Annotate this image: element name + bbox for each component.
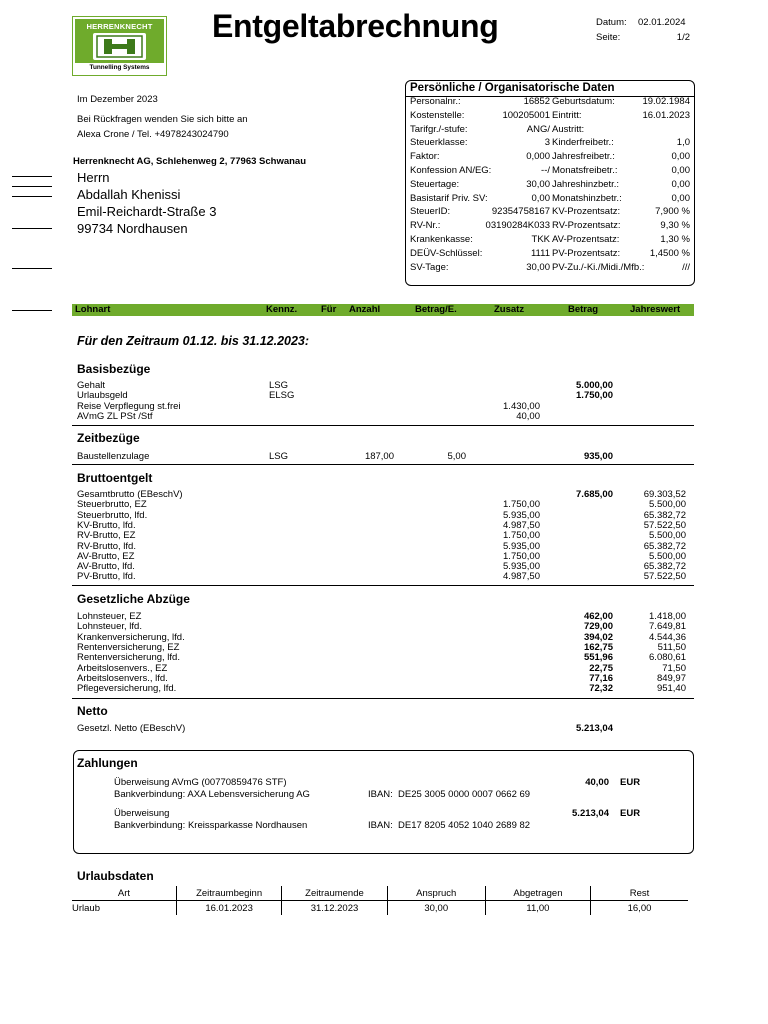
payment-currency: EUR [620,808,641,819]
personal-label: Eintritt: [552,109,582,121]
payment-iban: DE17 8205 4052 1040 2689 82 [398,820,531,831]
line-item-name: Gehalt [77,380,105,391]
recipient-street: Emil-Reichardt-Straße 3 [77,204,217,219]
vacation-cell: 16,00 [591,901,688,916]
line-item-betrag: 77,16 [589,672,613,684]
personal-value: 100205001 [502,109,550,121]
sender-line: Herrenknecht AG, Schlehenweg 2, 77963 Schwanau [73,156,307,167]
line-item-zusatz: 4.987,50 [503,571,540,583]
section-title: Basisbezüge [77,362,151,376]
line-item-jahreswert: 71,50 [662,662,686,674]
recipient-city: 99734 Nordhausen [77,221,188,236]
line-item-zusatz: 1.750,00 [503,530,540,542]
personal-label: Personalnr.: [410,96,461,107]
payments-box [73,750,694,854]
fold-mark [12,186,52,187]
line-item-jahreswert: 65.382,72 [643,561,686,573]
date-label: Datum: [596,17,627,28]
personal-value: 0,00 [531,192,550,204]
personal-value: 16852 [523,96,550,107]
col-lohnart: Lohnart [75,304,111,315]
personal-label: KV-Prozentsatz: [552,206,621,218]
personal-value: --/ [541,165,550,176]
line-item-jahreswert: 5.500,00 [649,550,686,562]
personal-data-heading: Persönliche / Organisatorische Daten [410,82,615,94]
line-item-jahreswert: 4.544,36 [649,631,686,643]
line-item-jahreswert: 5.500,00 [649,499,686,511]
line-item-jahreswert: 1.418,00 [649,611,686,622]
personal-label: Basistarif Priv. SV: [410,192,488,204]
line-item-jahreswert: 951,40 [656,683,686,695]
section-divider [72,425,694,426]
line-item-zusatz: 1.750,00 [503,499,540,511]
personal-value: 0,00 [671,151,690,163]
payment-bank: Bankverbindung: Kreissparkasse Nordhausen [114,820,308,831]
date-value: 02.01.2024 [638,17,686,28]
personal-label: Jahresfreibetr.: [552,151,615,163]
personal-value: 1111 [530,247,550,259]
line-item-name: Rentenversicherung, lfd. [77,652,180,664]
personal-label: SV-Tage: [410,261,449,273]
recipient-name: Abdallah Khenissi [77,187,181,202]
personal-label: AV-Prozentsatz: [552,234,620,245]
contact-line-1: Bei Rückfragen wenden Sie sich bitte an [77,114,248,125]
line-item-jahreswert: 65.382,72 [643,509,686,521]
line-item-jahreswert: 65.382,72 [643,540,686,552]
personal-value: ANG/ [526,123,550,135]
section-title: Bruttoentgelt [77,471,153,485]
vacation-col-header: Zeitraumbeginn [176,886,281,901]
personal-label: Geburtsdatum: [552,96,615,107]
line-item-name: Baustellenzulage [77,451,150,462]
personal-label: Monatsfreibetr.: [552,165,618,176]
personal-value: 19.02.1984 [642,96,690,107]
line-item-betrag: 729,00 [583,621,613,633]
personal-label: DEÜV-Schlüssel: [410,247,483,259]
fold-mark [12,196,52,197]
col-betrag-e: Betrag/E. [415,304,457,315]
netto-betrag: 5.213,04 [576,723,613,734]
section-divider [72,585,694,586]
line-item-name: Pflegeversicherung, lfd. [77,683,177,695]
line-item-jahreswert: 6.080,61 [649,652,686,664]
personal-value: 16.01.2023 [642,109,690,121]
col-zusatz: Zusatz [494,304,525,315]
column-header-bar [72,304,694,316]
page-label: Seite: [596,32,621,43]
line-item-name: Gesamtbrutto (EBeschV) [77,489,183,500]
line-item-zusatz: 4.987,50 [503,519,540,531]
period-text: Im Dezember 2023 [77,94,158,105]
line-item-name: Arbeitslosenvers., lfd. [77,672,168,684]
line-item-name: Arbeitslosenvers., EZ [77,662,168,674]
col-betrag: Betrag [568,304,599,315]
line-item-betrag: 7.685,00 [576,489,613,500]
fold-mark [12,176,52,177]
personal-label: Krankenkasse: [410,234,473,245]
line-item-jahreswert: 7.649,81 [649,621,686,633]
line-item-jahreswert: 57.522,50 [643,519,686,531]
personal-value: 0,00 [671,192,690,204]
line-item-anzahl: 187,00 [364,451,394,462]
section-title: Gesetzliche Abzüge [77,592,190,606]
personal-label: Jahreshinzbetr.: [552,178,620,190]
vacation-col-header: Zeitraumende [282,886,387,901]
line-item-betrag-e: 5,00 [447,451,466,462]
line-item-name: Rentenversicherung, EZ [77,641,180,653]
period-heading: Für den Zeitraum 01.12. bis 31.12.2023: [77,334,310,348]
line-item-zusatz: 5.935,00 [503,540,540,552]
fold-mark [12,310,52,311]
line-item-jahreswert: 5.500,00 [649,530,686,542]
line-item-kennz: LSG [269,380,289,391]
recipient-salutation: Herrn [77,170,110,185]
personal-label: Steuerklasse: [410,137,468,149]
logo-name: HERRENKNECHT [86,22,153,31]
personal-value: 03190284K033 [485,220,550,232]
section-divider [72,464,694,465]
line-item-name: Reise Verpflegung st.frei [77,400,181,412]
personal-label: RV-Nr.: [410,220,441,232]
line-item-jahreswert: 511,50 [657,641,686,653]
line-item-zusatz: 40,00 [516,410,540,422]
line-item-name: PV-Brutto, lfd. [77,571,136,583]
line-item-name: AV-Brutto, lfd. [77,561,135,573]
personal-label: Monatshinzbetr.: [552,192,622,204]
fold-mark [12,228,52,229]
company-logo [72,16,167,76]
vacation-table [72,886,688,915]
payment-description: Überweisung [114,808,170,819]
document-title: Entgeltabrechnung [212,8,499,44]
payment-currency: EUR [620,777,641,788]
personal-label: Konfession AN/EG: [410,165,492,176]
personal-label: Steuertage: [410,178,460,190]
line-item-betrag: 394,02 [583,631,613,643]
col-anzahl: Anzahl [349,304,381,315]
vacation-cell: 11,00 [485,901,590,916]
line-item-name: Steuerbrutto, lfd. [77,509,148,521]
line-item-betrag: 22,75 [589,662,613,674]
netto-label: Gesetzl. Netto (EBeschV) [77,723,186,734]
payment-iban-label: IBAN: [368,820,393,831]
logo-h-mark [93,33,146,60]
line-item-name: KV-Brutto, lfd. [77,519,136,531]
personal-value: 0,00 [671,165,690,176]
page-value: 1/2 [676,32,690,43]
vacation-cell: 31.12.2023 [282,901,387,916]
personal-label: Tarifgr./-stufe: [410,123,468,135]
line-item-kennz: ELSG [269,390,295,402]
personal-value: TKK [531,234,550,245]
vacation-col-header: Rest [591,886,688,901]
personal-value: /// [682,261,690,273]
line-item-jahreswert: 69.303,52 [643,489,686,500]
personal-value: 1,0 [676,137,690,149]
vacation-col-header: Art [72,886,176,901]
personal-value: 1,30 % [660,234,690,245]
contact-line-2: Alexa Crone / Tel. +4978243024790 [77,129,229,140]
recipient-address [77,169,216,237]
personal-label: Kinderfreibetr.: [552,137,614,149]
personal-value: 30,00 [526,178,550,190]
line-item-zusatz: 5.935,00 [503,509,540,521]
line-item-betrag: 5.000,00 [576,380,613,391]
line-item-name: AV-Brutto, EZ [77,550,135,562]
line-item-name: Lohnsteuer, EZ [77,611,142,622]
line-item-zusatz: 1.430,00 [503,400,540,412]
personal-value: 92354758167 [491,206,550,218]
vacation-col-header: Abgetragen [485,886,590,901]
line-item-name: Urlaubsgeld [77,390,128,402]
personal-label: Faktor: [410,151,440,163]
line-item-name: Lohnsteuer, lfd. [77,621,142,633]
line-item-betrag: 935,00 [583,451,613,462]
payment-iban-label: IBAN: [368,789,393,800]
payment-description: Überweisung AVmG (00770859476 STF) [114,777,287,788]
fold-mark [12,268,52,269]
line-item-betrag: 462,00 [583,611,613,622]
personal-value: 1,4500 % [649,247,690,259]
payment-amount: 5.213,04 [572,808,609,819]
personal-label: Austritt: [552,123,585,135]
personal-label: PV-Prozentsatz: [552,247,621,259]
line-item-zusatz: 5.935,00 [503,561,540,573]
section-title: Netto [77,704,108,718]
payment-bank: Bankverbindung: AXA Lebensversicherung AG [114,789,310,800]
personal-label: Kostenstelle: [410,109,465,121]
logo-tagline: Tunnelling Systems [89,64,150,71]
payment-amount: 40,00 [585,777,609,788]
personal-label: RV-Prozentsatz: [552,220,621,232]
line-item-jahreswert: 57.522,50 [643,571,686,583]
line-item-betrag: 72,32 [589,683,613,695]
line-item-name: RV-Brutto, EZ [77,530,136,542]
personal-value: 0,000 [526,151,550,163]
line-item-jahreswert: 849,97 [656,672,686,684]
personal-label: PV-Zu./-Ki./Midi./Mfb.: [552,261,645,273]
col-fuer: Für [321,304,337,315]
line-item-zusatz: 1.750,00 [503,550,540,562]
payments-heading: Zahlungen [77,756,138,770]
line-item-betrag: 551,96 [583,652,613,664]
col-jahreswert: Jahreswert [630,304,681,315]
section-divider [72,698,694,699]
personal-value: 30,00 [526,261,550,273]
personal-value: 3 [544,137,550,149]
personal-value: 9,30 % [660,220,690,232]
line-item-name: AVmG ZL PSt /Stf [77,410,153,422]
line-item-name: Krankenversicherung, lfd. [77,631,185,643]
section-title: Zeitbezüge [77,431,140,445]
line-item-kennz: LSG [269,451,289,462]
col-kennz: Kennz. [266,304,298,315]
line-item-betrag: 162,75 [583,641,613,653]
line-item-betrag: 1.750,00 [576,390,613,402]
personal-value: 7,900 % [655,206,690,218]
line-item-name: RV-Brutto, lfd. [77,540,136,552]
vacation-cell: 16.01.2023 [176,901,281,916]
line-item-name: Steuerbrutto, EZ [77,499,147,511]
vacation-cell: Urlaub [72,902,100,914]
payment-iban: DE25 3005 0000 0007 0662 69 [398,789,531,800]
personal-value: 0,00 [671,178,690,190]
vacation-cell: 30,00 [387,901,485,916]
personal-label: SteuerID: [410,206,451,218]
vacation-heading: Urlaubsdaten [77,869,154,883]
vacation-col-header: Anspruch [387,886,485,901]
